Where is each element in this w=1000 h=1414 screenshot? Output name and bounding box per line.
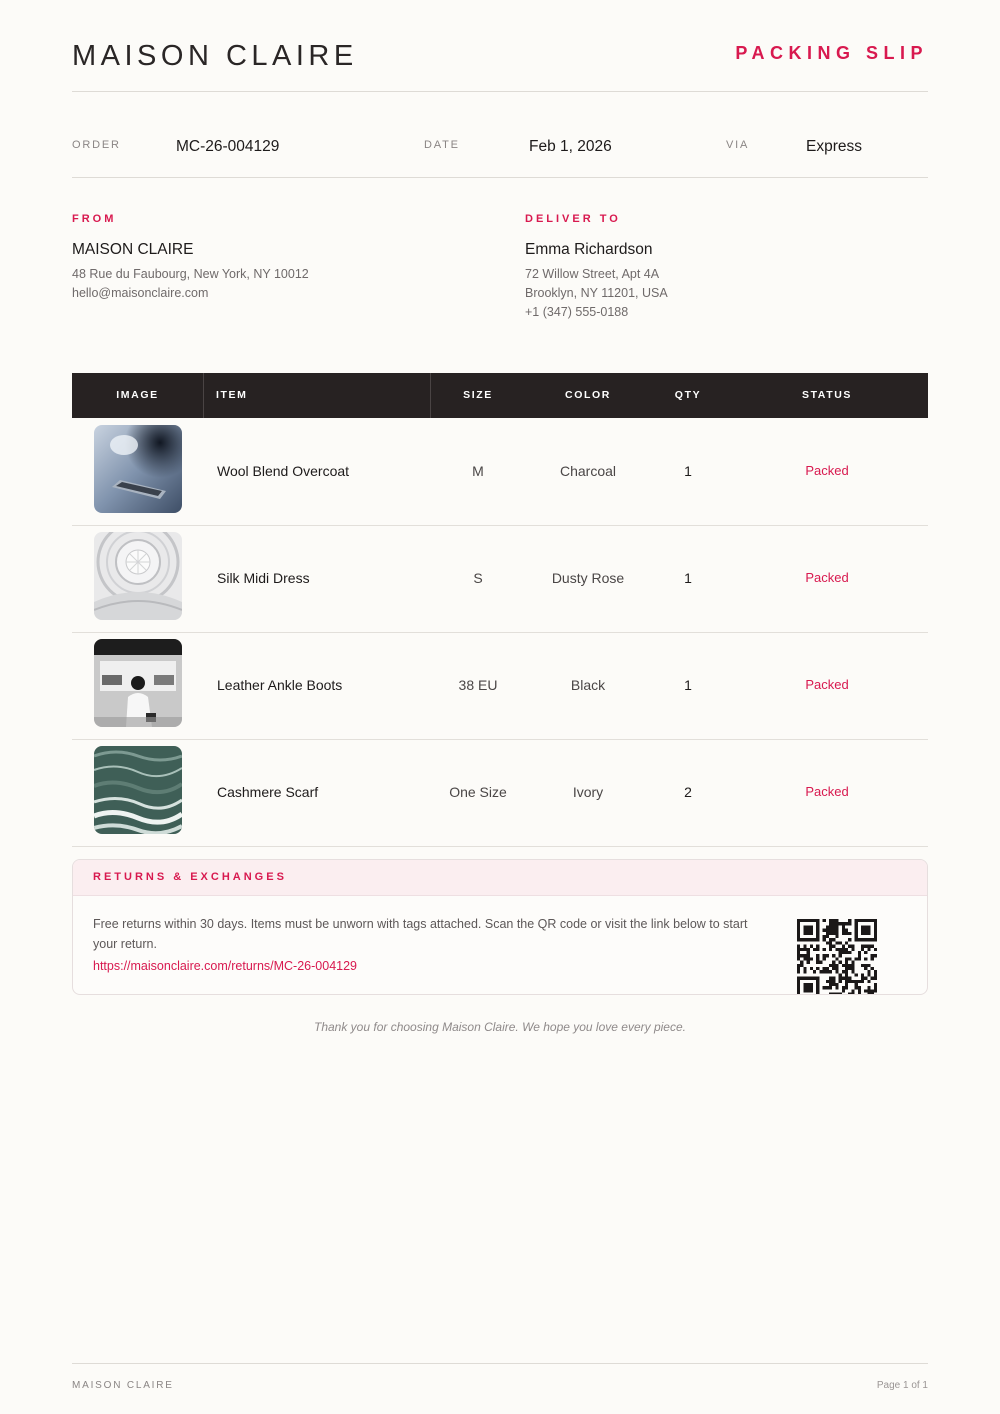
item-size: S bbox=[473, 570, 483, 586]
item-qty: 1 bbox=[684, 463, 692, 479]
returns-policy-text: Free returns within 30 days. Items must be unworn with tags attached. Scan the QR code or visit the link below to start your return. bbox=[93, 917, 748, 951]
column-header-item: ITEM bbox=[216, 389, 248, 401]
divider bbox=[72, 1363, 928, 1364]
deliver-to-title: DELIVER TO bbox=[525, 213, 621, 225]
recipient-phone: +1 (347) 555-0188 bbox=[525, 305, 629, 319]
ocean-waves-photo bbox=[94, 746, 182, 834]
architecture-dome-photo bbox=[94, 532, 182, 620]
page-number: Page 1 of 1 bbox=[876, 1380, 928, 1391]
item-qty: 1 bbox=[684, 677, 692, 693]
item-qty: 2 bbox=[684, 784, 692, 800]
returns-title: RETURNS & EXCHANGES bbox=[93, 871, 287, 883]
column-header-color: COLOR bbox=[565, 389, 611, 401]
status-badge: Packed bbox=[805, 570, 849, 585]
status-badge: Packed bbox=[805, 784, 849, 799]
shipping-method: Express bbox=[806, 138, 862, 155]
from-address: 48 Rue du Faubourg, New York, NY 10012 bbox=[72, 267, 309, 281]
document-title: PACKING SLIP bbox=[735, 43, 928, 63]
table-row bbox=[72, 525, 928, 633]
returns-link[interactable]: https://maisonclaire.com/returns/MC-26-004129 bbox=[93, 959, 358, 973]
item-color: Dusty Rose bbox=[551, 570, 625, 586]
column-separator bbox=[203, 373, 204, 418]
item-size: 38 EU bbox=[458, 677, 498, 693]
table-row bbox=[72, 739, 928, 847]
footer-brand: MAISON CLAIRE bbox=[72, 1380, 174, 1391]
divider bbox=[72, 177, 928, 178]
recipient-city: Brooklyn, NY 11201, USA bbox=[525, 286, 668, 300]
table-row bbox=[72, 418, 928, 526]
table-header bbox=[72, 373, 928, 418]
phone-photo bbox=[94, 425, 182, 513]
item-color: Black bbox=[570, 677, 606, 693]
item-size: One Size bbox=[449, 784, 507, 800]
column-header-status: STATUS bbox=[801, 389, 853, 401]
returns-panel bbox=[72, 859, 928, 995]
table-row bbox=[72, 632, 928, 740]
woman-subway-photo bbox=[94, 639, 182, 727]
column-header-size: SIZE bbox=[463, 389, 493, 401]
item-name: Silk Midi Dress bbox=[217, 570, 310, 586]
from-title: FROM bbox=[72, 213, 117, 225]
order-label: ORDER bbox=[72, 139, 121, 151]
via-label: VIA bbox=[726, 139, 750, 151]
order-date: Feb 1, 2026 bbox=[529, 138, 612, 155]
from-name: MAISON CLAIRE bbox=[72, 241, 194, 258]
qr-code-icon bbox=[797, 919, 877, 995]
item-color: Ivory bbox=[572, 784, 604, 800]
item-name: Cashmere Scarf bbox=[217, 784, 319, 800]
thank-you-note: Thank you for choosing Maison Claire. We hope you love every piece. bbox=[314, 1020, 686, 1034]
column-header-qty: QTY bbox=[674, 389, 702, 401]
from-email: hello@maisonclaire.com bbox=[72, 286, 209, 300]
recipient-street: 72 Willow Street, Apt 4A bbox=[525, 267, 660, 281]
returns-header bbox=[73, 860, 927, 896]
item-color: Charcoal bbox=[559, 463, 617, 479]
column-header-image: IMAGE bbox=[116, 389, 159, 401]
packing-slip bbox=[72, 0, 928, 1414]
item-name: Wool Blend Overcoat bbox=[217, 463, 350, 479]
brand-name: MAISON CLAIRE bbox=[72, 40, 358, 72]
item-name: Leather Ankle Boots bbox=[217, 677, 343, 693]
recipient-name: Emma Richardson bbox=[525, 241, 653, 258]
status-badge: Packed bbox=[805, 463, 849, 478]
item-size: M bbox=[472, 463, 484, 479]
order-number: MC-26-004129 bbox=[176, 138, 280, 155]
divider bbox=[72, 91, 928, 92]
status-badge: Packed bbox=[805, 677, 849, 692]
item-qty: 1 bbox=[684, 570, 692, 586]
date-label: DATE bbox=[424, 139, 460, 151]
